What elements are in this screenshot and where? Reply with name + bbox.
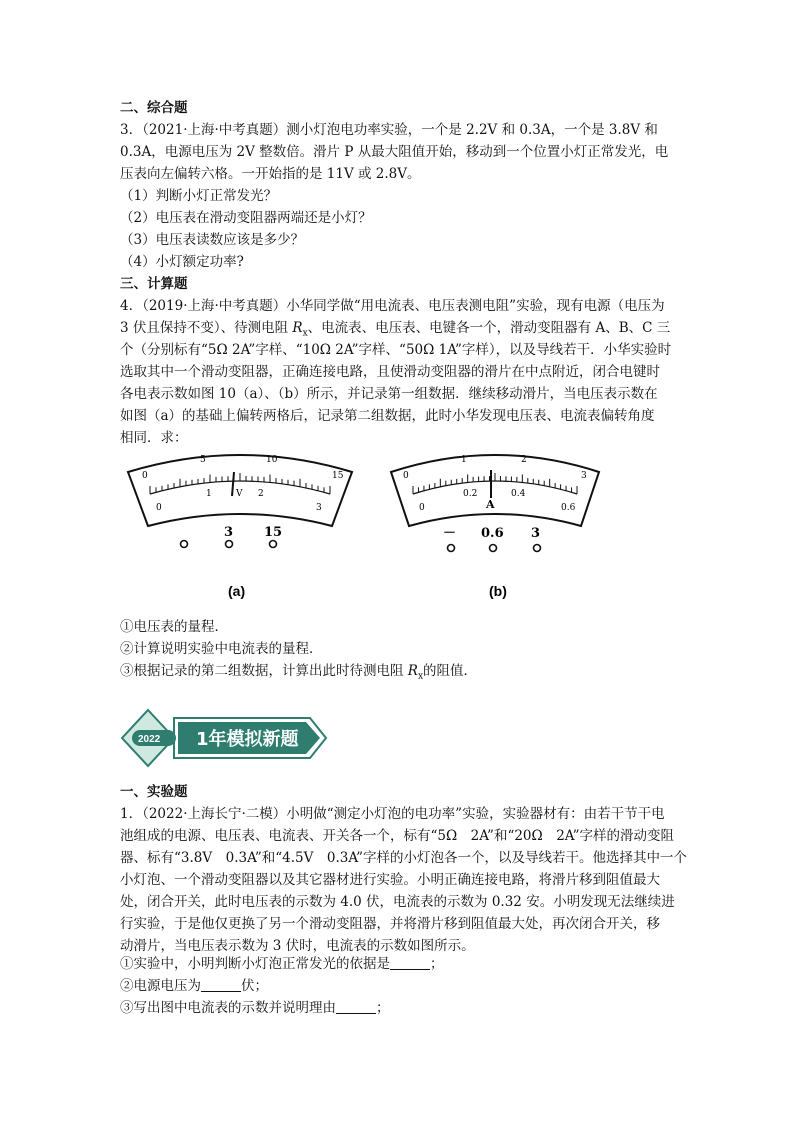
q4-line-4: 选取其中一个滑动变阻器，正确连接电路，且使滑动变阻器的滑片在中点附近，闭合电键时: [120, 364, 660, 380]
q1-answer-1-end: ；: [430, 956, 444, 972]
voltmeter-lower-label-1: 1: [206, 489, 212, 499]
voltmeter-lower-label-0: 0: [156, 503, 162, 513]
q4-answer-3: [120, 660, 477, 688]
ammeter-upper-label-1: 1: [461, 455, 467, 465]
voltmeter-lower-label-2: 2: [258, 489, 264, 499]
q4-answer-2: ②计算说明实验中电流表的量程．: [120, 641, 323, 657]
banner-year: 2022: [138, 734, 161, 745]
q3-line-2: 0.3A，电源电压为 2V 整数倍。滑片 P 从最大阻值开始，移动到一个位置小灯正常发光，电: [120, 144, 669, 160]
q1-line-4: 小灯泡、一个滑动变阻器以及其它器材进行实验。小明正确连接电路，将滑片移到阻值最大: [120, 872, 660, 888]
q1-line-7: 动滑片，当电压表示数为 3 伏时，电流表的示数如图所示。: [120, 938, 475, 954]
voltmeter-upper-label-5: 5: [200, 455, 206, 465]
q3-sub-4: （4）小灯额定功率?: [120, 254, 244, 270]
voltmeter-upper-label-10: 10: [266, 455, 278, 465]
q1-answer-1: [120, 953, 444, 975]
rx-symbol-2: R: [407, 663, 418, 679]
ammeter-upper-label-2: 2: [521, 455, 527, 465]
ammeter-figure: [385, 444, 605, 604]
q4-line-5: 各电表示数如图 10（a）、（b）所示，并记录第一组数据．继续移动滑片，当电压表示数在: [120, 386, 658, 402]
q1-line-5: 处，闭合开关，此时电压表的示数为 4.0 伏，电流表的示数为 0.32 安。小明发现无法继续进: [120, 894, 675, 910]
ammeter-terminal-negative-label: －: [443, 526, 457, 541]
q4-line-1: 4．（2019·上海·中考真题）小华同学做“用电流表、电压表测电阻”实验，现有电源（电压为: [120, 298, 665, 314]
q3-sub-3: （3）电压表读数应该是多少？: [120, 232, 305, 248]
answer-blank-1[interactable]: [390, 955, 430, 970]
ammeter-dial: [391, 455, 599, 526]
ammeter-needle-label: A: [486, 498, 495, 511]
rx-subscript: x: [302, 328, 308, 339]
ammeter-lower-label-0-2: 0.2: [463, 489, 478, 499]
ammeter-lower-label-0-6: 0.6: [561, 503, 576, 513]
ammeter-upper-label-3: 3: [581, 471, 587, 481]
voltmeter-upper-label-0: 0: [142, 471, 148, 481]
ammeter-terminal-3: [534, 545, 541, 552]
q3-line-3: 压表向左偏转六格。一开始指的是 11V 或 2.8V。: [120, 166, 421, 182]
voltmeter-needle-label: V: [236, 489, 243, 499]
voltmeter-terminal-15: [270, 541, 277, 548]
section-title-calculation: 三、计算题: [120, 276, 188, 292]
voltmeter-figure: [120, 444, 360, 604]
ammeter-terminal-0-6: [490, 545, 497, 552]
q1-answer-3-text: ③写出图中电流表的示数并说明理由: [120, 1000, 336, 1016]
q1-line-2: 池组成的电源、电压表、电流表、开关各一个，标有“5Ω 2A”和“20Ω 2A”字样的滑动变阻: [120, 828, 674, 844]
q4-line-7: 相同．求：: [120, 430, 188, 446]
ammeter-upper-label-0: 0: [403, 471, 409, 481]
q1-answer-2: [120, 975, 268, 997]
q4-line-2-a: 3 伏且保持不变）、待测电阻: [120, 320, 293, 336]
q4-line-2-b: 、电流表、电压表、电键各一个，滑动变阻器有 A、B、C 三: [307, 320, 671, 336]
q4-answer-3-b: 的阻值．: [423, 663, 478, 679]
q3-line-1: 3．（2021·上海·中考真题）测小灯泡电功率实验，一个是 2.2V 和 0.3A，一个是 3.8V 和: [120, 122, 658, 138]
q4-answer-1: ①电压表的量程．: [120, 619, 228, 635]
q4-line-6: 如图（a）的基础上偏转两格后，记录第二组数据，此时小华发现电压表、电流表偏转角度: [120, 408, 655, 424]
ammeter-lower-label-0: 0: [419, 503, 425, 513]
q3-sub-2: （2）电压表在滑动变阻器两端还是小灯？: [120, 210, 372, 226]
answer-blank-2[interactable]: [201, 977, 241, 992]
q1-line-6: 行实验，于是他仅更换了另一个滑动变阻器，并将滑片移到阻值最大处，再次闭合开关，移: [120, 916, 660, 932]
section-title-experiment: 一、实验题: [120, 784, 188, 800]
section-title-comprehensive: 二、综合题: [120, 100, 188, 116]
ammeter-lower-label-0-4: 0.4: [511, 489, 526, 499]
q1-answer-3: [120, 997, 390, 1019]
q1-answer-2-end: 伏；: [241, 978, 268, 994]
voltmeter-terminal-15-label: 15: [264, 525, 283, 540]
figure-caption-b: (b): [489, 583, 507, 599]
q1-answer-1-text: ①实验中，小明判断小灯泡正常发光的依据是: [120, 956, 390, 972]
rx-symbol: R: [292, 320, 303, 336]
q1-line-1: 1．（2022·上海长宁·二模）小明做“测定小灯泡的电功率”实验，实验器材有：由若干节干电: [120, 806, 665, 822]
banner-title: 1年模拟新题: [196, 729, 299, 750]
ammeter-terminal-3-label: 3: [531, 526, 541, 541]
q3-sub-1: （1）判断小灯正常发光？: [120, 188, 278, 204]
q1-answer-2-text: ②电源电压为: [120, 978, 201, 994]
ammeter-terminal-negative: [448, 545, 455, 552]
rx-subscript-2: x: [417, 671, 424, 682]
q1-answer-3-end: ；: [376, 1000, 390, 1016]
voltmeter-terminal-3-label: 3: [224, 525, 234, 540]
q4-answer-3-a: ③根据记录的第二组数据，计算出此时待测电阻: [120, 663, 408, 679]
voltmeter-terminal-3: [226, 541, 233, 548]
ammeter-terminal-0-6-label: 0.6: [481, 526, 504, 541]
voltmeter-lower-label-3: 3: [316, 503, 322, 513]
figure-caption-a: (a): [228, 583, 246, 599]
answer-blank-3[interactable]: [336, 999, 376, 1014]
section-banner: [120, 708, 330, 768]
q4-line-3: 个（分别标有“5Ω 2A”字样、“10Ω 2A”字样、“50Ω 1A”字样），以及导线若干．小华实验时: [120, 342, 672, 358]
voltmeter-upper-label-15: 15: [332, 471, 344, 481]
q1-line-3: 器、标有“3.8V 0.3A”和“4.5V 0.3A”字样的小灯泡各一个，以及导线若干。他选择其中一个: [120, 850, 688, 866]
voltmeter-terminal-negative: [181, 541, 188, 548]
